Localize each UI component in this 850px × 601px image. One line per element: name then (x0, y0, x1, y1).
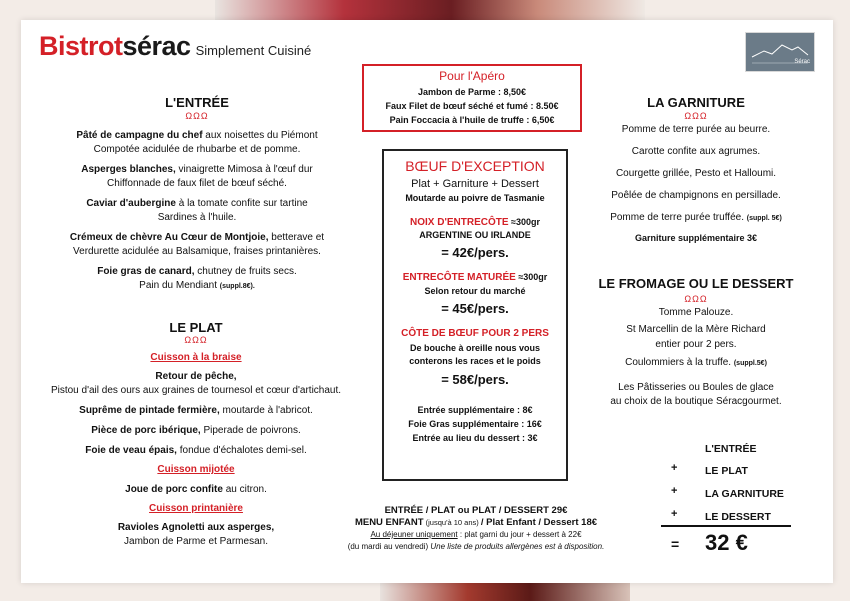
dejeuner-line (311, 529, 641, 541)
restaurant-logo (745, 32, 815, 72)
fromage-item: Tomme Palouze. (658, 307, 734, 318)
entree-item (41, 265, 353, 294)
entree-item-desc: aux noisettes du Piémont (202, 130, 318, 141)
garniture-ornament: ΩΩΩ (684, 111, 708, 121)
dejeuner-offer: : plat garni du jour + dessert à 22€ (457, 530, 582, 539)
maturee-price: = 45€/pers. (441, 301, 509, 316)
boeuf-extra: Entrée au lieu du dessert : 3€ (412, 433, 538, 443)
cote-title: CÔTE DE BŒUF POUR 2 PERS (401, 328, 549, 339)
menu-enfant-age: (jusqu'à 10 ans) (423, 518, 481, 527)
boeuf-sauce: Moutarde au poivre de Tasmanie (405, 193, 545, 203)
noix-origin: ARGENTINE OU IRLANDE (419, 230, 531, 240)
plat-item-name: Pièce de porc ibérique, (91, 425, 201, 436)
garniture-section (596, 95, 796, 245)
plat-item-name: Foie de veau épais, (85, 445, 177, 456)
brand-red: Bistrot (39, 31, 123, 61)
entree-item-name: Crémeux de chèvre Au Cœur de Montjoie, (69, 232, 269, 243)
formule-price: 32 € (705, 530, 748, 555)
entree-ornament: ΩΩΩ (185, 111, 209, 121)
apero-title: Pour l'Apéro (439, 69, 505, 83)
plat-item-desc: au citron. (222, 484, 267, 495)
boeuf-extra: Entrée supplémentaire : 8€ (417, 405, 533, 415)
cuisson-braise-label: Cuisson à la braise (150, 352, 242, 363)
plat-item-name: Suprême de pintade fermière, (79, 405, 220, 416)
plat-ornament: ΩΩΩ (184, 335, 208, 345)
plat-item (31, 424, 361, 438)
garniture-item: Pomme de terre purée au beurre. (621, 124, 771, 135)
dejeuner-label: Au déjeuner uniquement (370, 530, 458, 539)
plat-item-desc: Pistou d'ail des ours aux graines de tournesol et cœur d'artichaut. (50, 385, 342, 396)
fromage-title: LE FROMAGE OU LE DESSERT (598, 276, 794, 291)
entree-item-desc2: Verdurette acidulée au Balsamique, fraises printanières. (73, 246, 321, 257)
entree-item-desc: betterave et (268, 232, 325, 243)
brand-tagline: Simplement Cuisiné (195, 43, 312, 58)
cote-desc: De bouche à oreille nous vous (409, 343, 541, 353)
garniture-title: LA GARNITURE (647, 95, 745, 110)
entree-item (41, 231, 353, 259)
menu-enfant-line (311, 517, 641, 529)
noix-name: NOIX D'ENTRECÔTE (410, 217, 509, 228)
logo-text: Sérac (794, 59, 810, 65)
plat-item-name: Ravioles Agnoletti aux asperges, (117, 522, 275, 533)
entree-section (41, 95, 353, 294)
allergen-note: Une liste de produits allergènes est à disposition. (430, 542, 605, 551)
plat-item-desc: Piperade de poivrons. (200, 425, 301, 436)
plat-item (31, 384, 361, 398)
dessert-item: au choix de la boutique Séracgourmet. (610, 396, 782, 407)
boeuf-box (382, 149, 568, 481)
garniture-item (596, 211, 796, 226)
maturee-title (384, 272, 566, 283)
apero-item: Pain Foccacia à l'huile de truffe : 6,50€ (389, 115, 555, 125)
brand-black: sérac (122, 31, 191, 61)
fromage-ornament: ΩΩΩ (684, 294, 708, 304)
menu-card (21, 20, 833, 583)
supplement-note: (suppl.5€) (733, 360, 767, 367)
bottom-info (311, 505, 641, 553)
menu-enfant-label: MENU ENFANT (354, 517, 424, 528)
fromage-section (596, 276, 796, 409)
maturee-weight: ≈300gr (515, 272, 548, 282)
entree-item-desc2: Sardines à l'huile. (157, 212, 237, 223)
entree-item-desc: chutney de fruits secs. (194, 266, 297, 277)
menu-enfant-price: / Plat Enfant / Dessert 18€ (480, 517, 598, 528)
formule-garniture: LA GARNITURE (705, 488, 784, 500)
entree-item-name: Foie gras de canard, (97, 266, 195, 277)
fromage-item: entier pour 2 pers. (655, 339, 737, 350)
entree-item-name: Caviar d'aubergine (86, 198, 176, 209)
entree-item-name: Pâté de campagne du chef (76, 130, 203, 141)
supplement-note: (suppl. 5€) (746, 215, 782, 222)
garniture-supplement: Garniture supplémentaire 3€ (634, 233, 758, 243)
formule-plat: LE PLAT (705, 465, 748, 477)
cote-desc: conterons les races et le poids (409, 356, 541, 366)
brand-title (39, 31, 311, 62)
entree-item (41, 163, 353, 191)
formule-plus: + (671, 462, 678, 474)
entree-item (41, 129, 353, 157)
maturee-desc: Selon retour du marché (424, 286, 526, 296)
formule-divider (661, 525, 791, 527)
fromage-item: St Marcellin de la Mère Richard (626, 324, 766, 335)
plat-item-name: Joue de porc confite (125, 484, 223, 495)
plat-title: LE PLAT (169, 320, 223, 335)
garniture-item: Carotte confite aux agrumes. (631, 146, 761, 157)
plat-item-name: Retour de pêche, (155, 371, 237, 382)
dejeuner-days: (du mardi au vendredi) (347, 542, 431, 551)
cote-price: = 58€/pers. (441, 372, 509, 387)
maturee-name: ENTRECÔTE MATURÉE (402, 272, 516, 283)
plat-item-desc: moutarde à l'abricot. (219, 405, 313, 416)
plat-item (31, 404, 361, 418)
entree-item-desc: vinaigrette Mimosa à l'œuf dur (175, 164, 313, 175)
garniture-item: Courgette grillée, Pesto et Halloumi. (615, 168, 777, 179)
boeuf-title: BŒUF D'EXCEPTION (405, 158, 545, 174)
entree-item-name: Asperges blanches, (81, 164, 176, 175)
noix-title (384, 217, 566, 228)
allergen-line (311, 541, 641, 553)
plat-item (31, 483, 361, 497)
formule-plus: + (671, 485, 678, 497)
plat-item (31, 370, 361, 384)
plat-item-desc: Jambon de Parme et Parmesan. (124, 536, 268, 547)
fromage-item (596, 356, 796, 371)
noix-price: = 42€/pers. (441, 245, 509, 260)
garniture-truffe: Pomme de terre purée truffée. (610, 212, 744, 223)
formule-entree: L'ENTRÉE (705, 443, 757, 455)
apero-item: Jambon de Parme : 8,50€ (417, 87, 527, 97)
food-photo-bottom (380, 583, 630, 601)
entree-item-desc2: Chiffonnade de faux filet de bœuf séché. (107, 178, 287, 189)
mountain-logo-icon (746, 33, 814, 71)
plat-item-desc: fondue d'échalotes demi-sel. (176, 445, 307, 456)
entree-title: L'ENTRÉE (165, 95, 229, 110)
boeuf-extra: Foie Gras supplémentaire : 16€ (408, 419, 542, 429)
noix-weight: ≈300gr (508, 217, 540, 227)
apero-item: Faux Filet de bœuf séché et fumé : 8.50€ (385, 101, 559, 111)
formule-plus: + (671, 508, 678, 520)
plat-item (31, 444, 361, 458)
apero-box (362, 64, 582, 132)
cuisson-printaniere-label: Cuisson printanière (149, 503, 243, 514)
dessert-item: Les Pâtisseries ou Boules de glace (618, 382, 774, 393)
formule-deux-plats: ENTRÉE / PLAT ou PLAT / DESSERT 29€ (384, 505, 568, 516)
entree-item (41, 197, 353, 225)
boeuf-subtitle: Plat + Garniture + Dessert (411, 178, 539, 190)
fromage-coulommiers: Coulommiers à la truffe. (625, 357, 732, 368)
formule-dessert: LE DESSERT (705, 511, 771, 523)
entree-item-desc2: Compotée acidulée de rhubarbe et de pomme. (93, 144, 301, 155)
food-photo-top (215, 0, 645, 20)
formule-equals: = (671, 536, 680, 552)
cuisson-mijotee-label: Cuisson mijotée (157, 464, 235, 475)
supplement-note: (suppl.8€). (219, 283, 255, 290)
entree-item-desc2: Pain du Mendiant (139, 280, 218, 291)
entree-item-desc: à la tomate confite sur tartine (175, 198, 308, 209)
garniture-item: Poêlée de champignons en persillade. (611, 190, 781, 201)
